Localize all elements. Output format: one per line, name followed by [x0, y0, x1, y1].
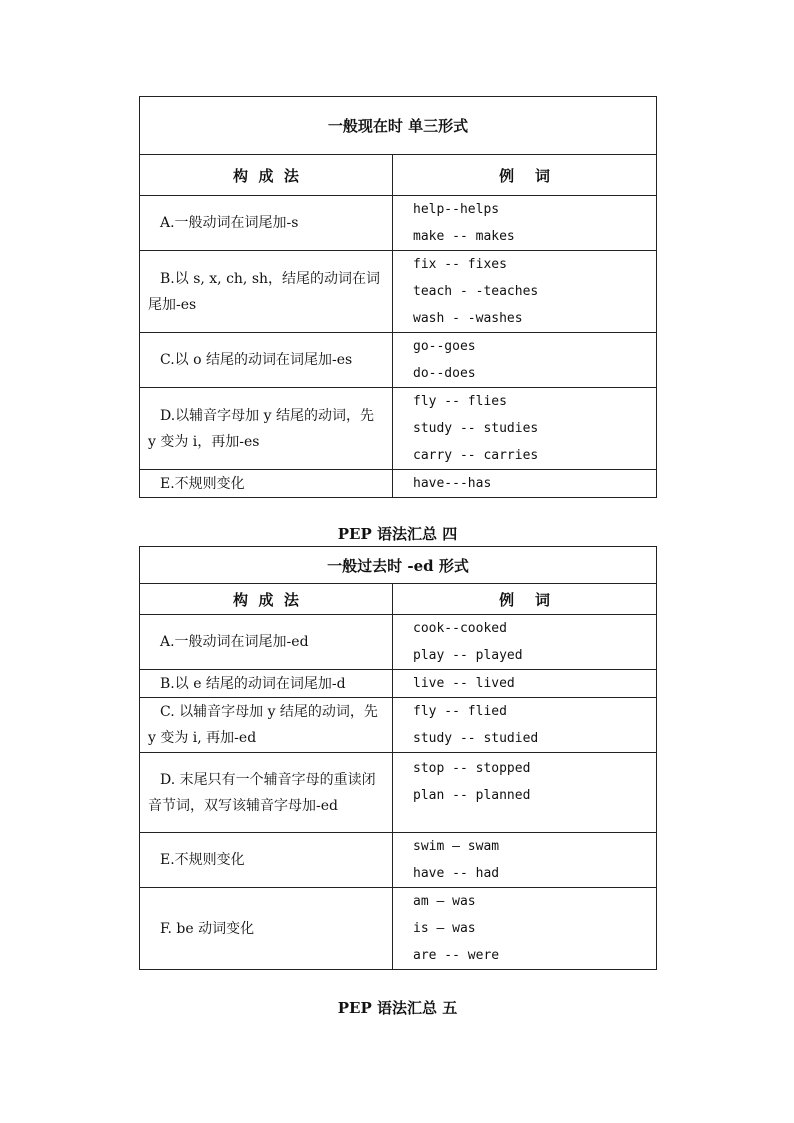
rule-cell: B.以 s, x, ch, sh，结尾的动词在词尾加-es — [140, 251, 393, 333]
examples-cell — [393, 251, 657, 333]
table-row — [140, 333, 657, 388]
examples-cell — [393, 753, 657, 833]
example-word: cook--cooked — [413, 621, 507, 636]
example-word: study -- studied — [413, 731, 539, 746]
table-row — [140, 670, 657, 698]
table-row — [140, 753, 657, 833]
rule-cell: A.一般动词在词尾加-s — [140, 196, 393, 251]
section-title: PEP 语法汇总 四 — [337, 525, 458, 543]
example-word: carry -- carries — [413, 448, 539, 463]
present-tense-table — [139, 96, 657, 498]
rule-cell: D. 末尾只有一个辅音字母的重读闭音节词，双写该辅音字母加-ed — [140, 753, 393, 833]
examples-cell — [393, 470, 657, 498]
table-row — [140, 196, 657, 251]
column-header-examples: 例 词 — [393, 584, 657, 615]
example-word: do--does — [413, 366, 476, 381]
column-header-rule: 构 成 法 — [140, 584, 393, 615]
past-tense-table — [139, 546, 657, 970]
examples-cell — [393, 833, 657, 888]
table-row — [140, 615, 657, 670]
section-title: PEP 语法汇总 五 — [337, 999, 458, 1017]
example-word: fly -- flied — [413, 704, 507, 719]
example-word: go--goes — [413, 339, 476, 354]
table-row — [140, 698, 657, 753]
example-word: study -- studies — [413, 421, 539, 436]
example-word: wash - -washes — [413, 311, 523, 326]
rule-cell: A.一般动词在词尾加-ed — [140, 615, 393, 670]
rule-cell: C.以 o 结尾的动词在词尾加-es — [140, 333, 393, 388]
table-row — [140, 251, 657, 333]
example-word: swim – swam — [413, 839, 500, 854]
example-word: make -- makes — [413, 229, 515, 244]
column-header-examples: 例 词 — [393, 155, 657, 196]
example-word: fix -- fixes — [413, 257, 507, 272]
table-title: 一般过去时 -ed 形式 — [140, 547, 657, 584]
example-word: stop -- stopped — [413, 761, 531, 776]
column-header-rule: 构 成 法 — [140, 155, 393, 196]
example-word: help--helps — [413, 202, 500, 217]
table-row — [140, 888, 657, 970]
rule-cell: C. 以辅音字母加 y 结尾的动词，先 y 变为 i, 再加-ed — [140, 698, 393, 753]
table-row — [140, 833, 657, 888]
example-word: are -- were — [413, 948, 500, 963]
example-word: plan -- planned — [413, 788, 531, 803]
example-word: am – was — [413, 894, 476, 909]
table-row — [140, 470, 657, 498]
examples-cell — [393, 615, 657, 670]
rule-cell: D.以辅音字母加 y 结尾的动词，先 y 变为 i，再加-es — [140, 388, 393, 470]
rule-cell: B.以 e 结尾的动词在词尾加-d — [140, 670, 393, 698]
table-row — [140, 388, 657, 470]
rule-cell: E.不规则变化 — [140, 833, 393, 888]
example-word: live -- lived — [413, 676, 515, 691]
example-word: have -- had — [413, 866, 500, 881]
examples-cell — [393, 888, 657, 970]
rule-cell: F. be 动词变化 — [140, 888, 393, 970]
examples-cell — [393, 333, 657, 388]
rule-cell: E.不规则变化 — [140, 470, 393, 498]
example-word: is – was — [413, 921, 476, 936]
examples-cell — [393, 196, 657, 251]
table-title: 一般现在时 单三形式 — [140, 97, 657, 155]
example-word: fly -- flies — [413, 394, 507, 409]
example-word: teach - -teaches — [413, 284, 539, 299]
example-word: have---has — [413, 476, 492, 491]
examples-cell — [393, 670, 657, 698]
examples-cell — [393, 388, 657, 470]
example-word: play -- played — [413, 648, 523, 663]
examples-cell — [393, 698, 657, 753]
